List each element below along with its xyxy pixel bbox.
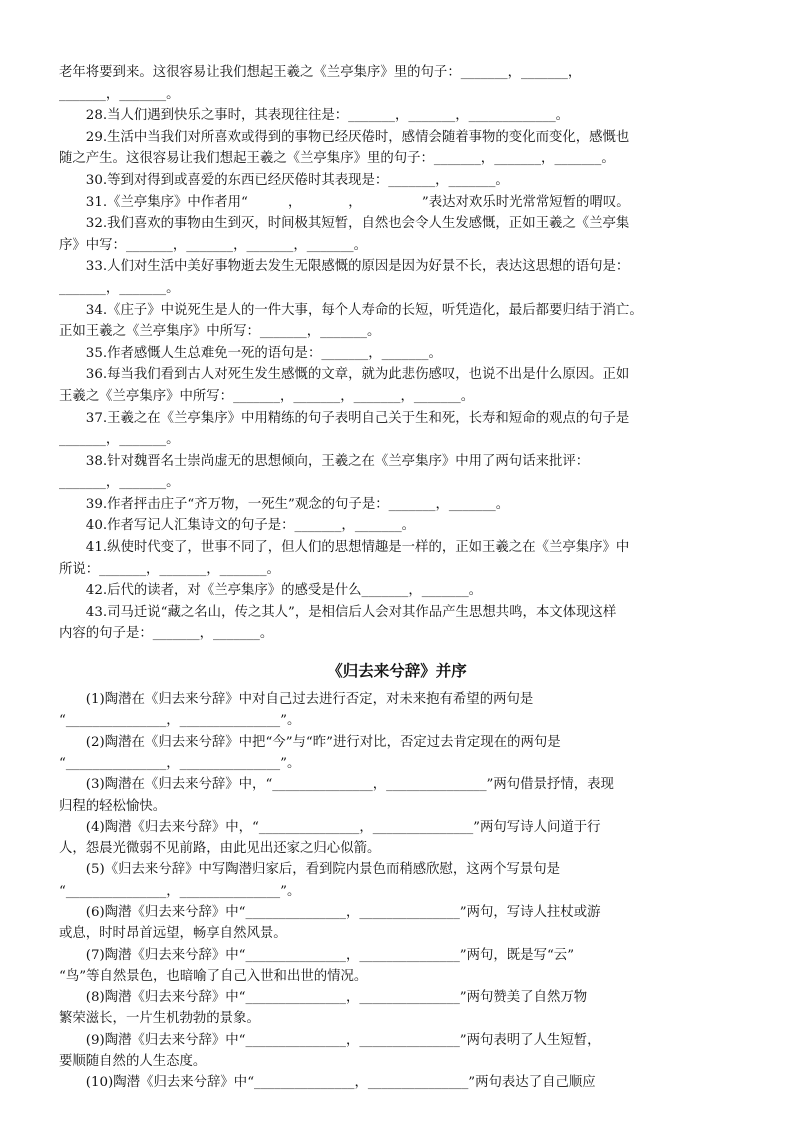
guiqulai-questions (59, 689, 735, 1094)
question-35: 35.作者感慨人生总难免一死的语句是：_______，_______。 (85, 345, 442, 361)
question-28: 28.当人们遇到快乐之事时，其表现往往是：_______，_______，_____________。 (85, 108, 570, 124)
text-line: “_______________，_______________”。 (59, 883, 301, 899)
text-line: 人，怨晨光微弱不见前路，由此见出还家之归心似箭。 (59, 841, 381, 857)
question-34: 34.《庄子》中说死生是人的一件大事，每个人寿命的长短，听凭造化，最后都要归结于消亡。 (85, 302, 643, 318)
text-line: 繁荣滋长，一片生机勃勃的景象。 (59, 1011, 260, 1027)
question-3: (3)陶潜在《归去来兮辞》中，“_______________，_______________”两句借景抒情，表现 (85, 777, 614, 793)
question-39: 39.作者抨击庄子“齐万物，一死生”观念的句子是：_______，_______。 (85, 496, 510, 512)
question-8: (8)陶潜《归去来兮辞》中“_______________，_______________”两句赞美了自然万物 (85, 990, 588, 1006)
text-line: 要顺随自然的人生态度。 (59, 1054, 207, 1070)
text-line: _______，_______。 (59, 475, 180, 491)
text-line: “_______________，_______________”。 (59, 713, 301, 729)
question-33: 33.人们对生活中美好事物逝去发生无限感慨的原因是因为好景不长，表达这思想的语句是： (85, 259, 630, 275)
question-36: 36.每当我们看到古人对死生发生感慨的文章，就为此悲伤感叹，也说不出是什么原因。正如 (85, 367, 630, 383)
question-43: 43.司马迁说“藏之名山，传之其人”，是相信后人会对其作品产生思想共鸣，本文体现这样 (85, 604, 617, 620)
question-10: (10)陶潜《归去来兮辞》中“_______________，_______________”两句表达了自己顺应 (85, 1075, 596, 1091)
question-6: (6)陶潜《归去来兮辞》中“_______________，_______________”两句，写诗人拄杖或游 (85, 905, 601, 920)
question-4: (4)陶潜《归去来兮辞》中，“_______________，_______________”两句写诗人问道于行 (85, 819, 601, 835)
text-line: _______，_______。 (59, 432, 180, 448)
question-30: 30.等到对得到或喜爱的东西已经厌倦时其表现是：_______，_______。 (85, 172, 509, 188)
section-title: 《归去来兮辞》并序 (327, 662, 467, 681)
text-line: 序》中写：_______，_______，_______，_______。 (59, 237, 367, 253)
text-line: 所说：_______，_______，_______。 (59, 561, 280, 577)
question-9: (9)陶潜《归去来兮辞》中“_______________，_______________”两句表明了人生短暂， (85, 1032, 601, 1048)
lanting-questions (59, 62, 735, 645)
question-41: 41.纵使时代变了，世事不同了，但人们的思想情趣是一样的，正如王羲之在《兰亭集序》中 (85, 540, 630, 556)
question-7: (7)陶潜《归去来兮辞》中“_______________，_______________”两句，既是写“云” (85, 947, 575, 963)
question-37: 37.王羲之在《兰亭集序》中用精练的句子表明自己关于生和死，长寿和短命的观点的句子是 (85, 410, 630, 426)
text-line: _______，_______。 (59, 280, 180, 296)
text-line: _______，_______。 (59, 86, 180, 102)
text-line: “_______________，_______________”。 (59, 755, 301, 771)
text-line: 内容的句子是：_______，_______。 (59, 626, 274, 642)
question-1: (1)陶潜在《归去来兮辞》中对自己过去进行否定，对未来抱有希望的两句是 (85, 692, 534, 708)
text-line: 老年将要到来。这很容易让我们想起王羲之《兰亭集序》里的句子：_______，_______， (59, 65, 582, 80)
question-32: 32.我们喜欢的事物由生到灭，时间极其短暂，自然也会令人生发感慨，正如王羲之《兰亭集 (85, 216, 630, 232)
question-29: 29.生活中当我们对所喜欢或得到的事物已经厌倦时，感情会随着事物的变化而变化，感慨也 (85, 129, 630, 145)
text-line: 归程的轻松愉快。 (59, 798, 167, 814)
question-2: (2)陶潜在《归去来兮辞》中把“今”与“昨”进行对比，否定过去肯定现在的两句是 (85, 734, 561, 750)
text-line: 随之产生。这很容易让我们想起王羲之《兰亭集序》里的句子：_______，_______，_______。 (59, 151, 615, 167)
document-page (59, 62, 735, 1094)
question-38: 38.针对魏晋名士崇尚虚无的思想倾向，王羲之在《兰亭集序》中用了两句话来批评： (85, 453, 590, 469)
text-line: “鸟”等自然景色，也暗喻了自己入世和出世的情况。 (59, 968, 368, 984)
question-31: 31.《兰亭集序》中作者用“ ， ， ”表达对欢乐时光常常短暂的喟叹。 (85, 194, 630, 210)
text-line: 王羲之《兰亭集序》中所写：_______，_______，_______，_______。 (59, 388, 475, 404)
text-line: 或息，时时昂首远望，畅享自然风景。 (59, 926, 287, 942)
text-line: 正如王羲之《兰亭集序》中所写：_______，_______。 (59, 324, 381, 340)
question-5: (5)《归去来兮辞》中写陶潜归家后，看到院内景色而稍感欣慰，这两个写景句是 (85, 862, 561, 878)
question-40: 40.作者写记人汇集诗文的句子是：_______，_______。 (85, 518, 416, 534)
question-42: 42.后代的读者，对《兰亭集序》的感受是什么_______，_______。 (85, 583, 483, 599)
